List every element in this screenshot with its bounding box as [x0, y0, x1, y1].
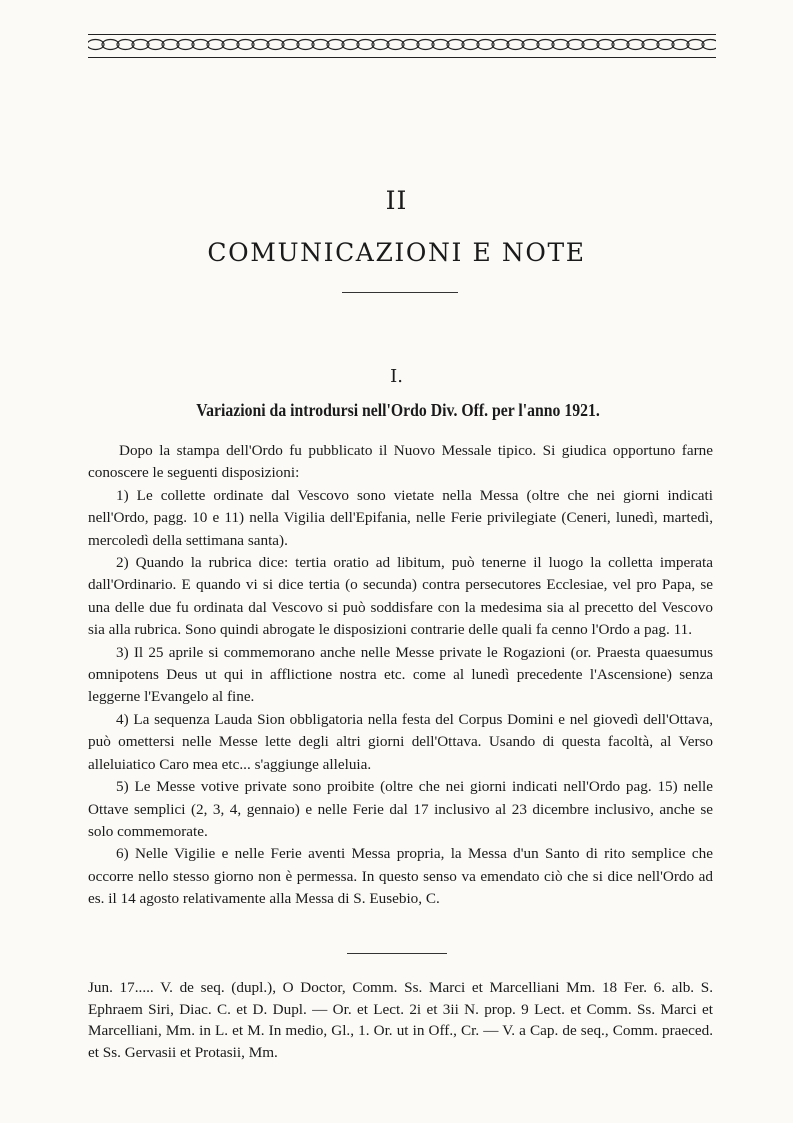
paragraph-2: 2) Quando la rubrica dice: tertia oratio ad libitum, può tenerne il luogo la colletta imperata dall'Ordinario. E quando vi si dice tertia (o secunda) contra persecutores Ecclesiae, vel pro Papa, se una delle due fu ordinata dal Vescovo si può soddisfare con la medesima sia al precetto del Vescovo sia alla rubrica. Sono quindi abrogate le disposizioni contrarie delle quali fa cenno l'Ordo a pag. 11. [88, 554, 713, 639]
title-divider [342, 292, 458, 293]
ornamental-border [88, 34, 716, 58]
section-number: II [385, 186, 408, 215]
subsection-number: I. [390, 366, 403, 387]
ordo-entry-text: Jun. 17..... V. de seq. (dupl.), O Doctor, Comm. Ss. Marci et Marcelliani Mm. 18 Fer. 6. alb. S. Ephraem Siri, Diac. C. et D. Dupl. — Or. et Lect. 2i et 3ii N. prop. 9 Lect. et Comm. Ss. Marci et Marcelliani, Mm. in L. et M. In medio, Gl., 1. Or. ut in Off., Cr. — V. a Cap. de seq., Comm. praeced. et Ss. Gervasii et Protasii, Mm. [88, 979, 713, 1061]
paragraph-5: 5) Le Messe votive private sono proibite (oltre che nei giorni indicati nell'Ordo pag. 15) nelle Ottave semplici (2, 3, 4, gennaio) e nelle Ferie dal 17 inclusivo al 23 dicembre inclusivo, anche se solo commemorate. [88, 778, 713, 840]
paragraph-3: 3) Il 25 aprile si commemorano anche nelle Messe private le Rogazioni (or. Praesta quaesumus omnipotens Deus ut qui in afflictione nostra etc. come al lunedì precedente l'Ascensione) senza leggerne l'Evangelo al fine. [88, 643, 713, 706]
paragraph-1: 1) Le collette ordinate dal Vescovo sono vietate nella Messa (oltre che nei giorni indicati nell'Ordo, pagg. 10 e 11) nella Vigilia dell'Epifania, nelle Ferie privilegiate (Ceneri, lunedì, martedì, mercoledì della settimana santa). [88, 486, 713, 549]
section-divider [347, 953, 447, 954]
paragraph-6: 6) Nelle Vigilie e nelle Ferie aventi Messa propria, la Messa d'un Santo di rito semplice che occorre nello stesso giorno non è permessa. In questo senso va emendato ciò che si dice nell'Ordo ad es. il 14 agosto relativamente alla Messa di S. Eusebio, C. [88, 845, 713, 908]
section-title: COMUNICAZIONI E NOTE [207, 238, 586, 267]
paragraph-4: 4) La sequenza Lauda Sion obbligatoria nella festa del Corpus Domini e nel giovedì dell'Ottava, può omettersi nelle Messe lette degli altri giorni dell'Ottava. Usando di questa facoltà, al Verso alleluiatico Caro mea etc... s'aggiunge alleluia. [88, 710, 713, 773]
ordo-entry [88, 977, 713, 1063]
subsection-title: Variazioni da introdursi nell'Ordo Div. Off. per l'anno 1921. [196, 400, 600, 420]
paragraph-intro: Dopo la stampa dell'Ordo fu pubblicato il Nuovo Messale tipico. Si giudica opportuno farne conoscere le seguenti disposizioni: [88, 442, 713, 482]
chain-ornament [88, 35, 716, 54]
body-text [88, 440, 713, 911]
